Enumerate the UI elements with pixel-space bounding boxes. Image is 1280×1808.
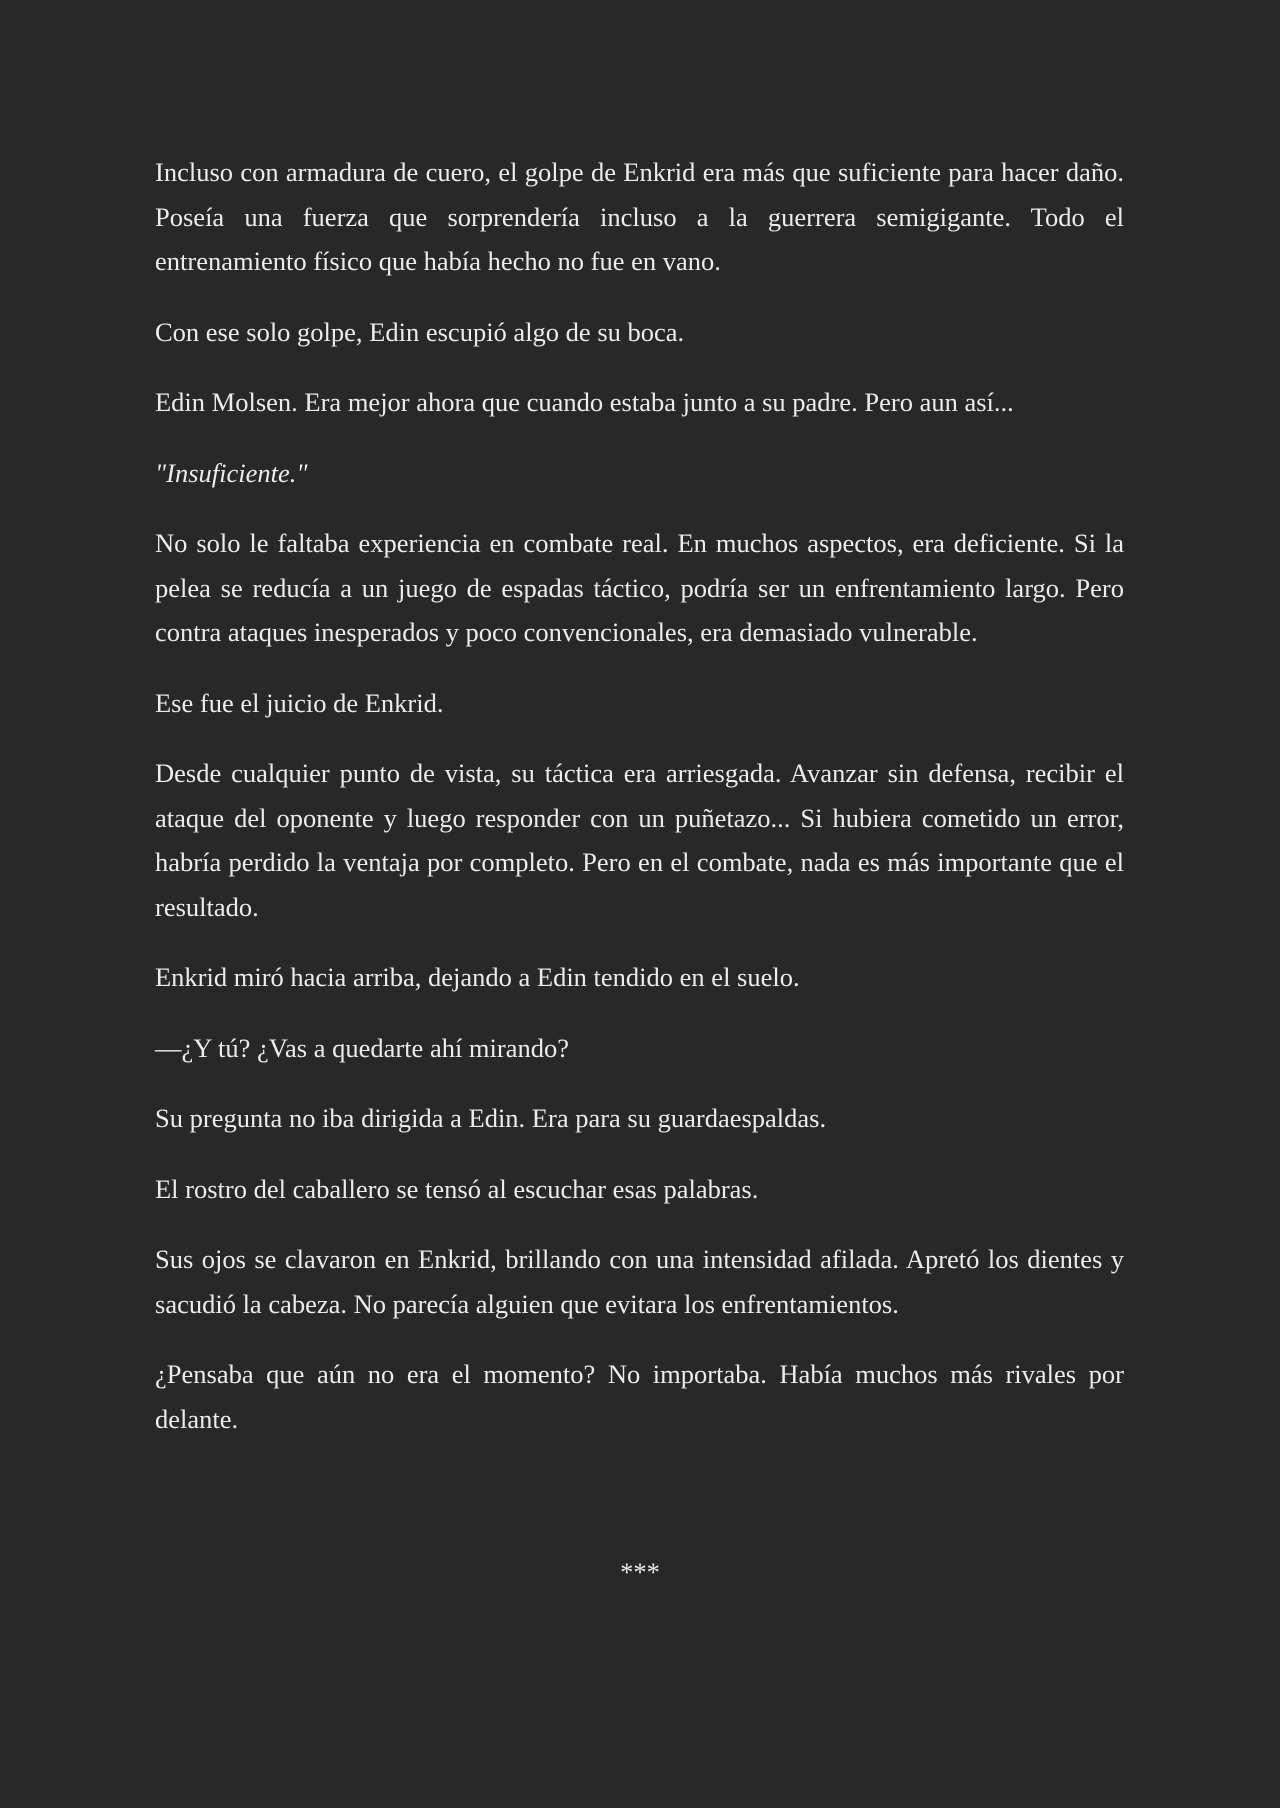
chapter-body	[155, 150, 1124, 1467]
paragraph-dialogue: —¿Y tú? ¿Vas a quedarte ahí mirando?	[155, 1032, 570, 1063]
paragraph: Edin Molsen. Era mejor ahora que cuando estaba junto a su padre. Pero aun así...	[155, 387, 1014, 417]
paragraph: Enkrid miró hacia arriba, dejando a Edin tendido en el suelo.	[155, 962, 800, 992]
paragraph-thought: "Insuficiente."	[155, 457, 308, 488]
paragraph: Sus ojos se clavaron en Enkrid, brillando con una intensidad afilada. Apretó los dientes y sacudió la cabeza. No parecía alguien que evitara los enfrentamientos.	[155, 1244, 1124, 1319]
paragraph: El rostro del caballero se tensó al escuchar esas palabras.	[155, 1173, 759, 1204]
paragraph: Su pregunta no iba dirigida a Edin. Era para su guardaespaldas.	[155, 1103, 827, 1133]
paragraph: No solo le faltaba experiencia en combate real. En muchos aspectos, era deficiente. Si la pelea se reducía a un juego de espadas táctico, podría ser un enfrentamiento largo. Pero contra ataques inesperados y poco convencionales, era demasiado vulnerable.	[155, 528, 1124, 647]
scene-separator: ***	[620, 1557, 660, 1587]
paragraph: Con ese solo golpe, Edin escupió algo de su boca.	[155, 316, 685, 347]
paragraph: Desde cualquier punto de vista, su táctica era arriesgada. Avanzar sin defensa, recibir el ataque del oponente y luego responder con un puñetazo... Si hubiera cometido un error, habría perdido la ventaja por completo. Pero en el combate, nada es más importante que el resultado.	[155, 758, 1124, 922]
paragraph: ¿Pensaba que aún no era el momento? No importaba. Había muchos más rivales por delante.	[155, 1359, 1124, 1434]
paragraph: Incluso con armadura de cuero, el golpe de Enkrid era más que suficiente para hacer daño. Poseía una fuerza que sorprendería incluso a la guerrera semigigante. Todo el entrenamiento físico que había hecho no fue en vano.	[155, 157, 1124, 276]
paragraph: Ese fue el juicio de Enkrid.	[155, 687, 444, 718]
